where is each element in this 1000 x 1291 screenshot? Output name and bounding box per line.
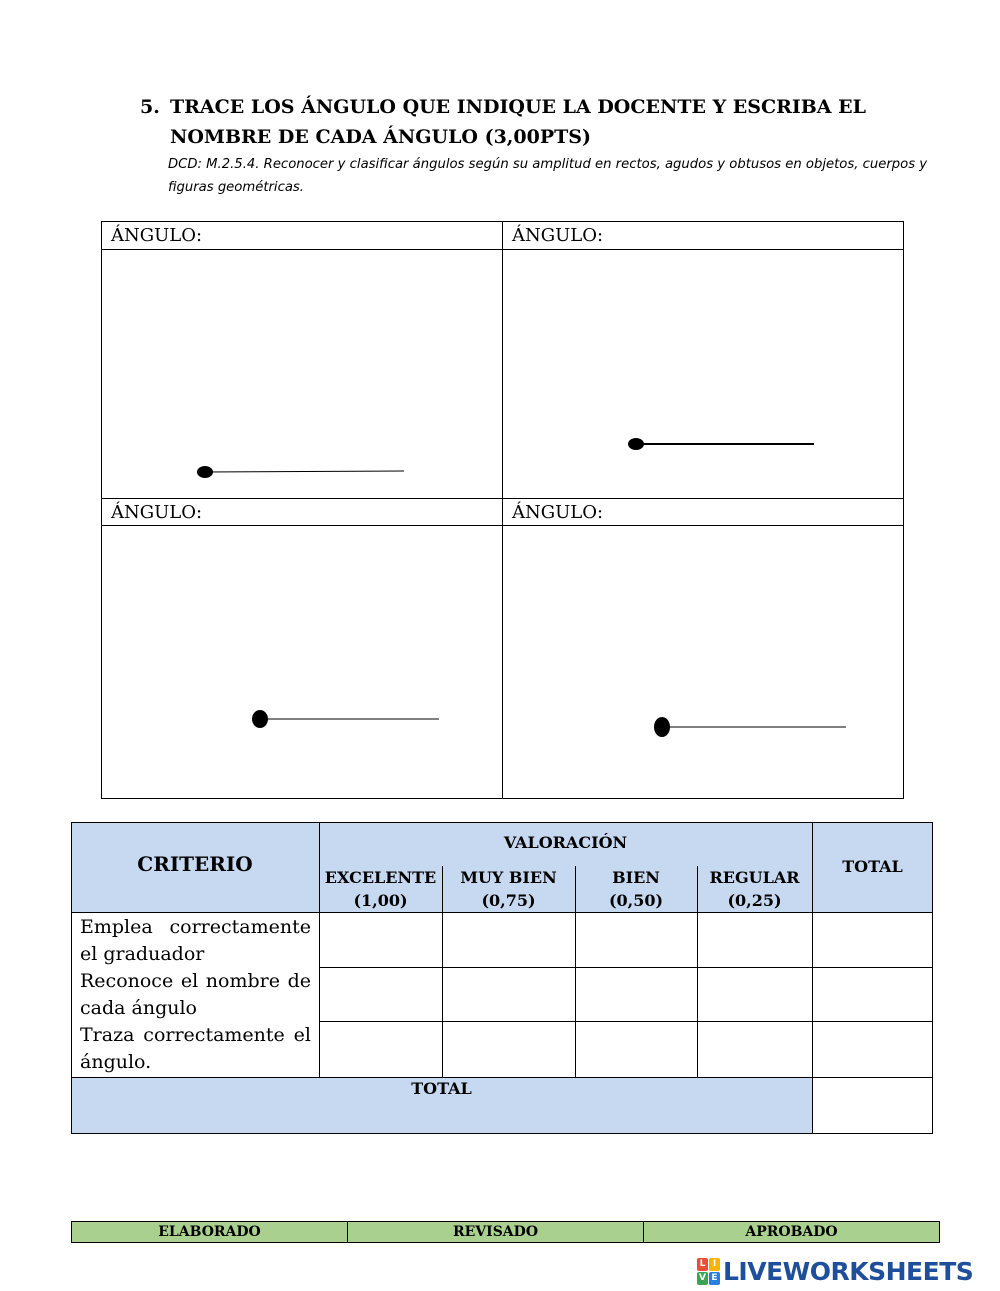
level-muy-bien: MUY BIEN (0,75) [460,868,557,910]
angle-rays [102,222,903,798]
angle-box-1-label[interactable]: ÁNGULO: [111,225,203,246]
exercise-heading [140,92,930,152]
total-row-label: TOTAL [411,1079,472,1098]
liveworksheets-mark-icon: L I V E [697,1258,720,1285]
angle-ray-2[interactable] [628,438,814,450]
total-header: TOTAL [842,857,903,876]
angle-ray-3[interactable] [252,710,439,728]
criterion-2: Reconoce el nombre de cada ángulo [80,970,311,1019]
exercise-title: TRACE LOS ÁNGULO QUE INDIQUE LA DOCENTE Y ESCRIBA EL NOMBRE DE CADA ÁNGULO (3,00PTS) [170,96,867,148]
criterion-1: Emplea correctamente el graduador [80,916,311,965]
angle-box-2-label[interactable]: ÁNGULO: [512,225,604,246]
angle-box-3-label[interactable]: ÁNGULO: [111,502,203,523]
signature-aprobado: APROBADO [745,1224,838,1240]
level-bien: BIEN (0,50) [608,868,664,910]
signature-revisado: REVISADO [348,1222,644,1242]
criterio-header: CRITERIO [137,852,253,876]
valoracion-header: VALORACIÓN [503,833,628,852]
angle-ray-1[interactable] [197,466,404,478]
brand-name: LIVEWORKSHEETS [723,1256,974,1286]
level-regular: REGULAR (0,25) [709,868,800,910]
rubric-table [71,822,933,1134]
signature-elaborado: ELABORADO [72,1222,348,1242]
dcd-description: DCD: M.2.5.4. Reconocer y clasificar ángulos según su amplitud en rectos, agudos y obtusos en objetos, cuerpos y figuras geométricas. [168,157,928,195]
liveworksheets-logo [697,1256,973,1286]
exercise-number: 5. [140,96,160,118]
level-excelente: EXCELENTE (1,00) [324,868,437,910]
angle-ray-4[interactable] [654,717,846,737]
angle-grid [101,221,904,799]
criterion-3: Traza correctamente el ángulo. [80,1024,311,1073]
signature-bar [71,1221,940,1243]
angle-box-4-label[interactable]: ÁNGULO: [512,502,604,523]
